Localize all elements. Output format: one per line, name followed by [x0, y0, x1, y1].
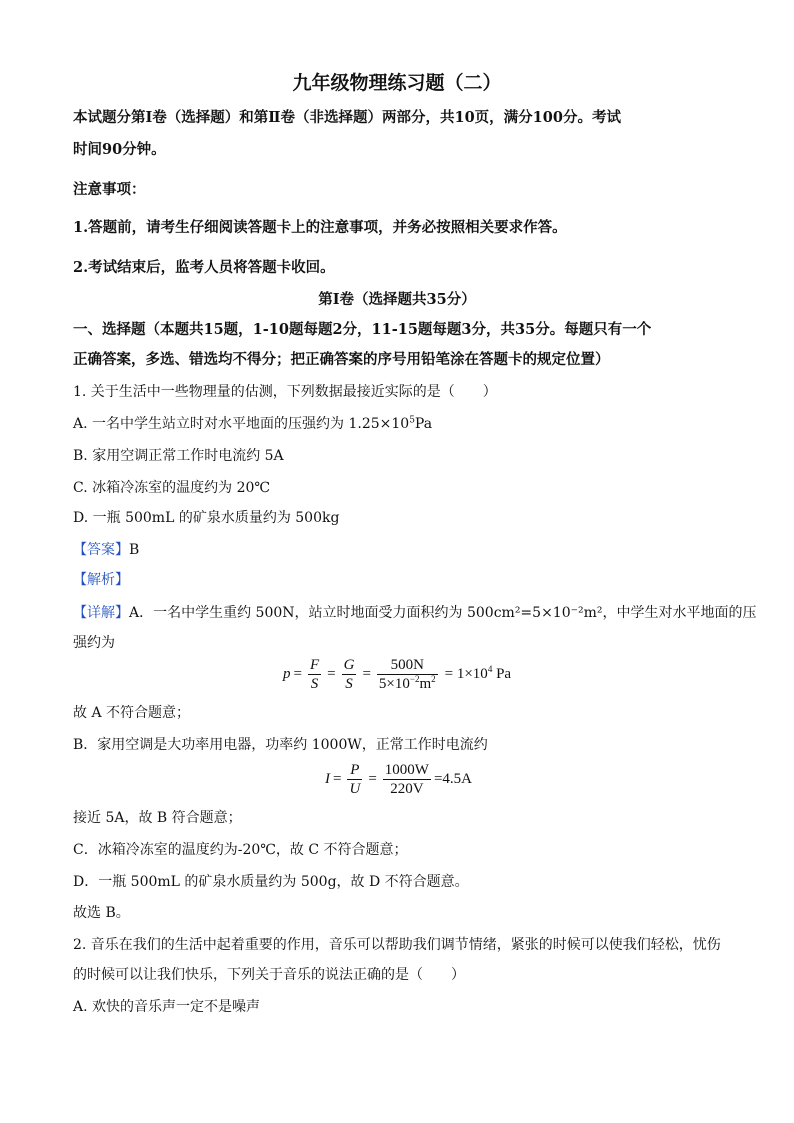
frac-num-value: 500N — [390, 657, 424, 673]
q1-option-a — [73, 414, 432, 434]
conclusion-line: 故选 B。 — [73, 905, 130, 921]
formula-i: I — [325, 771, 330, 787]
intro-line-2: 时间90分钟。 — [73, 141, 166, 158]
q1-option-a-text: A. 一名中学生站立时对水平地面的压强约为 1.25×10 — [73, 416, 410, 432]
frac-num-power: 1000W — [384, 762, 429, 778]
formula-eq-4: = — [333, 771, 342, 787]
detail-a-line-2: 强约为 — [73, 635, 115, 651]
frac-den-voltage: 220V — [390, 781, 424, 797]
formula-p: p — [283, 666, 291, 682]
current-formula — [325, 761, 472, 798]
q2-option-a: A. 欢快的音乐声一定不是噪声 — [73, 999, 261, 1015]
detail-a-line-1 — [73, 603, 757, 623]
detail-b-line-1: B．家用空调是大功率用电器，功率约 1000W，正常工作时电流约 — [73, 737, 488, 753]
frac-num-f: F — [309, 657, 320, 673]
fraction-p-over-u — [347, 761, 362, 798]
formula-eq-1: = — [293, 666, 302, 682]
fraction-power-values — [383, 761, 431, 798]
q1-option-a-exponent: 5 — [409, 415, 415, 426]
section-heading: 第Ⅰ卷（选择题共35分） — [318, 291, 476, 308]
detail-tag: 【详解】 — [73, 605, 129, 621]
analysis-tag: 【解析】 — [73, 572, 129, 588]
answer-tag: 【答案】 — [73, 542, 129, 558]
notes-item-2: 2.考试结束后，监考人员将答题卡收回。 — [73, 259, 335, 276]
detail-a-text-1: A．一名中学生重约 500N，站立时地面受力面积约为 500cm²=5×10⁻²m²，中学生对水平地面的压 — [129, 605, 757, 621]
frac-den-value — [377, 675, 438, 693]
detail-a-line-3: 故 A 不符合题意； — [73, 705, 191, 721]
formula-eq-5: = — [368, 771, 377, 787]
formula-eq-3: = — [362, 666, 371, 682]
answer-value: B — [129, 542, 140, 558]
detail-d-line: D．一瓶 500mL 的矿泉水质量约为 500g，故 D 不符合题意。 — [73, 874, 469, 890]
fraction-g-over-s — [342, 656, 357, 693]
section-desc-2: 正确答案，多选、错选均不得分；把正确答案的序号用铅笔涂在答题卡的规定位置） — [73, 351, 610, 368]
frac-num-p: P — [350, 762, 360, 778]
q1-stem: 1. 关于生活中一些物理量的估测，下列数据最接近实际的是（ ） — [73, 384, 497, 400]
den-unit-exponent: 2 — [431, 674, 436, 684]
detail-b-line-2: 接近 5A，故 B 符合题意； — [73, 810, 242, 826]
q2-stem-line-1: 2. 音乐在我们的生活中起着重要的作用，音乐可以帮助我们调节情绪，紧张的时候可以使我们轻松，忧伤 — [73, 937, 721, 953]
intro-line-1: 本试题分第Ⅰ卷（选择题）和第Ⅱ卷（非选择题）两部分，共10页，满分100分。考试 — [73, 109, 621, 126]
section-desc-1: 一、选择题（本题共15题，1-10题每题2分，11-15题每题3分，共35分。每题只有一个 — [73, 321, 652, 338]
q1-answer-line — [73, 540, 139, 560]
frac-den-s: S — [310, 676, 319, 692]
page-title: 九年级物理练习题（二） — [292, 72, 502, 94]
q1-option-d: D. 一瓶 500mL 的矿泉水质量约为 500kg — [73, 510, 340, 526]
formula-eq-2: = — [327, 666, 336, 682]
den-main: 5×10 — [378, 676, 410, 692]
q1-option-a-unit: Pa — [414, 416, 433, 432]
frac-num-g: G — [343, 657, 355, 673]
notes-heading: 注意事项： — [73, 181, 146, 198]
result-main: = 1×10 — [444, 666, 488, 682]
pressure-formula — [283, 656, 511, 693]
detail-c-line: C．冰箱冷冻室的温度约为-20℃，故 C 不符合题意； — [73, 842, 408, 858]
fraction-f-over-s — [308, 656, 321, 693]
formula-result — [445, 666, 511, 683]
frac-den-u: U — [349, 781, 361, 797]
fraction-values — [377, 656, 438, 693]
q1-option-b: B. 家用空调正常工作时电流约 5A — [73, 448, 284, 464]
den-exponent: −2 — [409, 674, 420, 684]
current-result: =4.5A — [433, 771, 472, 787]
result-unit: Pa — [496, 666, 512, 682]
den-unit: m — [419, 676, 432, 692]
q1-option-c: C. 冰箱冷冻室的温度约为 20℃ — [73, 480, 271, 496]
q2-stem-line-2: 的时候可以让我们快乐，下列关于音乐的说法正确的是（ ） — [73, 967, 465, 983]
notes-item-1: 1.答题前，请考生仔细阅读答题卡上的注意事项，并务必按照相关要求作答。 — [73, 219, 567, 236]
frac-den-s: S — [345, 676, 353, 692]
result-exponent: 4 — [487, 664, 493, 674]
